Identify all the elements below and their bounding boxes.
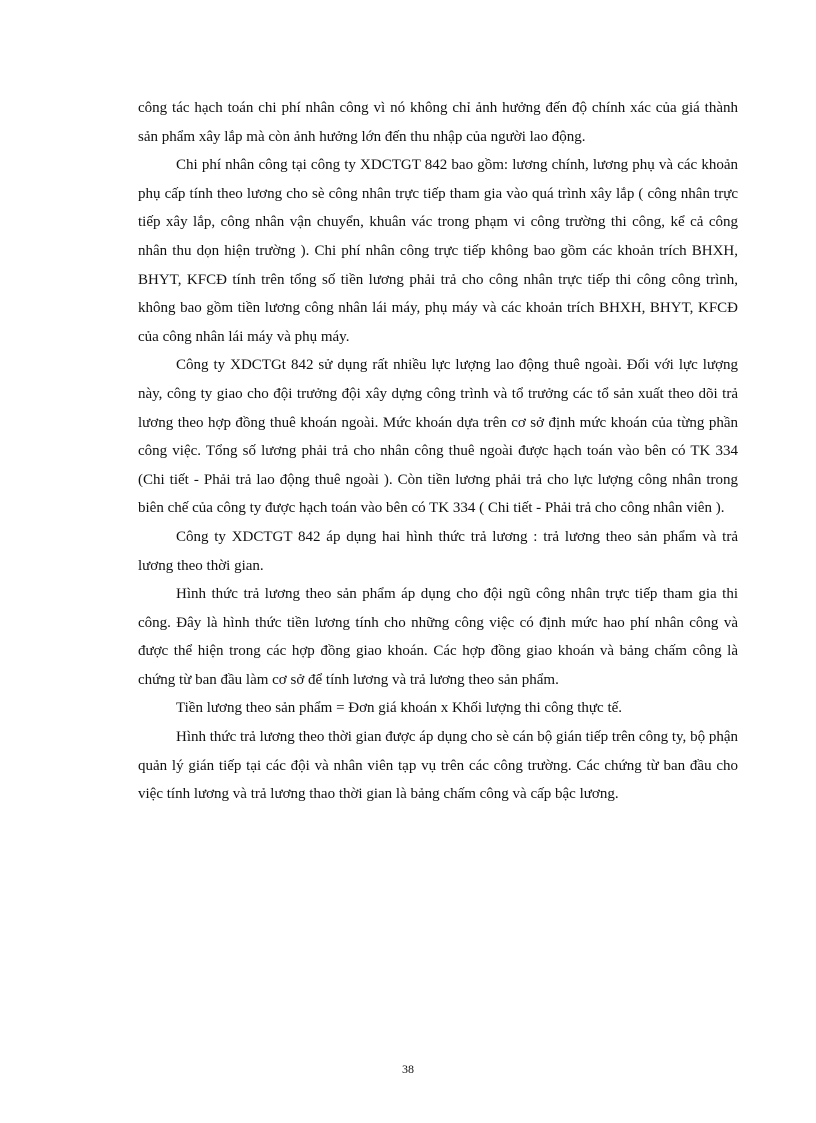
- body-text: [138, 94, 738, 809]
- paragraph-6: Tiền lương theo sản phẩm = Đơn giá khoán x Khối lượng thi công thực tế.: [176, 700, 623, 717]
- paragraph-3: Công ty XDCTGt 842 sử dụng rất nhiều lực lượng lao động thuê ngoài. Đối với lực lượng này, công ty giao cho đội trưởng đội xây dựng công trình và tổ trưởng các tổ sản xuất theo dõi trả lương theo hợp đồng thuê khoán ngoài. Mức khoán dựa trên cơ sở định mức khoán của từng phần công việc. Tổng số lương phải trả cho nhân công thuê ngoài được hạch toán vào bên có TK 334 (Chi tiết - Phải trả lao động thuê ngoài ). Còn tiền lương phải trả cho lực lượng công nhân trong biên chế của công ty được hạch toán vào bên có TK 334 ( Chi tiết - Phải trả cho công nhân viên ).: [138, 357, 738, 517]
- paragraph-1: công tác hạch toán chi phí nhân công vì nó không chỉ ảnh hưởng đến độ chính xác của giá thành sản phẩm xây lắp mà còn ảnh hưởng lớn đến thu nhập của người lao động.: [138, 100, 738, 145]
- paragraph-2: Chi phí nhân công tại công ty XDCTGT 842 bao gồm: lương chính, lương phụ và các khoản phụ cấp tính theo lương cho sè công nhân trực tiếp tham gia vào quá trình xây lắp ( công nhân trực tiếp xây lắp, công nhân vận chuyển, khuân vác trong phạm vi công trường thi công, kể cả công nhân thu dọn hiện trường ). Chi phí nhân công trực tiếp không bao gồm các khoản trích BHXH, BHYT, KFCĐ tính trên tổng số tiền lương phải trả cho công nhân trực tiếp thi công công trình, không bao gồm tiền lương công nhân lái máy, phụ máy và các khoản trích BHXH, BHYT, KFCĐ của công nhân lái máy và phụ máy.: [138, 157, 738, 345]
- paragraph-5: Hình thức trả lương theo sản phẩm áp dụng cho đội ngũ công nhân trực tiếp tham gia thi công. Đây là hình thức tiền lương tính cho những công việc có định mức hao phí nhân công và được thể hiện trong các hợp đồng giao khoán. Các hợp đồng giao khoán và bảng chấm công là chứng từ ban đầu làm cơ sở để tính lương và trả lương theo sản phẩm.: [138, 586, 738, 688]
- paragraph-4: Công ty XDCTGT 842 áp dụng hai hình thức trả lương : trả lương theo sản phẩm và trả lương theo thời gian.: [138, 528, 738, 574]
- page-number: 38: [402, 1062, 414, 1076]
- paragraph-7: Hình thức trả lương theo thời gian được áp dụng cho sè cán bộ gián tiếp trên công ty, bộ phận quản lý gián tiếp tại các đội và nhân viên tạp vụ trên các công trường. Các chứng từ ban đầu cho việc tính lương và trả lương thao thời gian là bảng chấm công và cấp bậc lương.: [138, 729, 738, 803]
